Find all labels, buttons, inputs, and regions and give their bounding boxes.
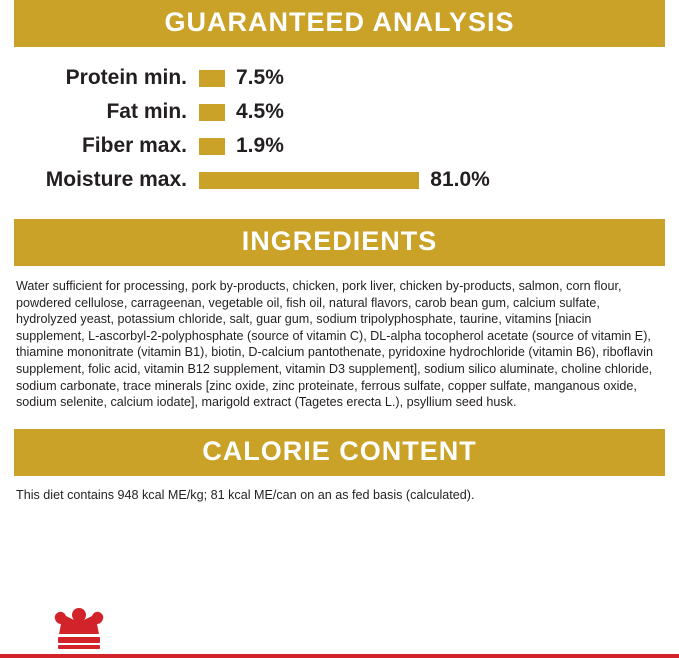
analysis-row-bar — [199, 138, 225, 155]
analysis-row-bar — [199, 104, 225, 121]
analysis-row — [14, 129, 665, 163]
analysis-row-value: 7.5% — [236, 66, 284, 89]
analysis-row-barcell — [199, 134, 284, 158]
analysis-row-label: Fat min. — [106, 100, 187, 123]
royal-canin-crown-logo — [46, 604, 112, 654]
ingredients-header — [14, 219, 665, 266]
analysis-row-label: Moisture max. — [45, 168, 187, 191]
analysis-row — [14, 163, 665, 197]
calorie-content-text: This diet contains 948 kcal ME/kg; 81 kcal ME/can on an as fed basis (calculated). — [16, 487, 475, 502]
ingredients-text: Water sufficient for processing, pork by-products, chicken, pork liver, chicken by-products, salmon, corn flour, powdered cellulose, carrageenan, vegetable oil, fish oil, natural flavors, carob bean gum, calcium sulfate, hydrolyzed yeast, potassium chloride, salt, guar gum, sodium tripolyphosphate, taurine, vitamins [niacin supplement, L-ascorbyl-2-polyphosphate (source of vitamin C), DL-alpha tocopherol acetate (source of vitamin E), thiamine mononitrate (vitamin B1), biotin, D-calcium pantothenate, pyridoxine hydrochloride (vitamin B6), riboflavin supplement, folic acid, vitamin B12 supplement, vitamin D3 supplement], sodium silico aluminate, choline chloride, sodium carbonate, trace minerals [zinc oxide, zinc proteinate, ferrous sulfate, copper sulfate, manganous oxide, sodium selenite, calcium iodate], marigold extract (Tagetes erecta L.), psyllium seed husk. — [16, 279, 653, 410]
analysis-row-value: 1.9% — [236, 134, 284, 157]
footer — [0, 596, 679, 658]
footer-red-rule — [0, 654, 679, 658]
analysis-row — [14, 95, 665, 129]
calorie-content-title: CALORIE CONTENT — [14, 429, 665, 476]
guaranteed-analysis-title: GUARANTEED ANALYSIS — [14, 0, 665, 47]
analysis-row-bar — [199, 172, 419, 189]
guaranteed-analysis-chart — [14, 61, 665, 197]
analysis-row-barcell — [199, 168, 490, 192]
analysis-row-label: Protein min. — [65, 66, 187, 89]
analysis-row-value: 81.0% — [430, 168, 490, 191]
guaranteed-analysis-header — [14, 0, 665, 47]
analysis-row — [14, 61, 665, 95]
calorie-content-header — [14, 429, 665, 476]
analysis-row-bar — [199, 70, 225, 87]
ingredients-title: INGREDIENTS — [14, 219, 665, 266]
analysis-row-barcell — [199, 66, 284, 90]
analysis-row-barcell — [199, 100, 284, 124]
analysis-row-label: Fiber max. — [81, 134, 187, 157]
analysis-row-value: 4.5% — [236, 100, 284, 123]
